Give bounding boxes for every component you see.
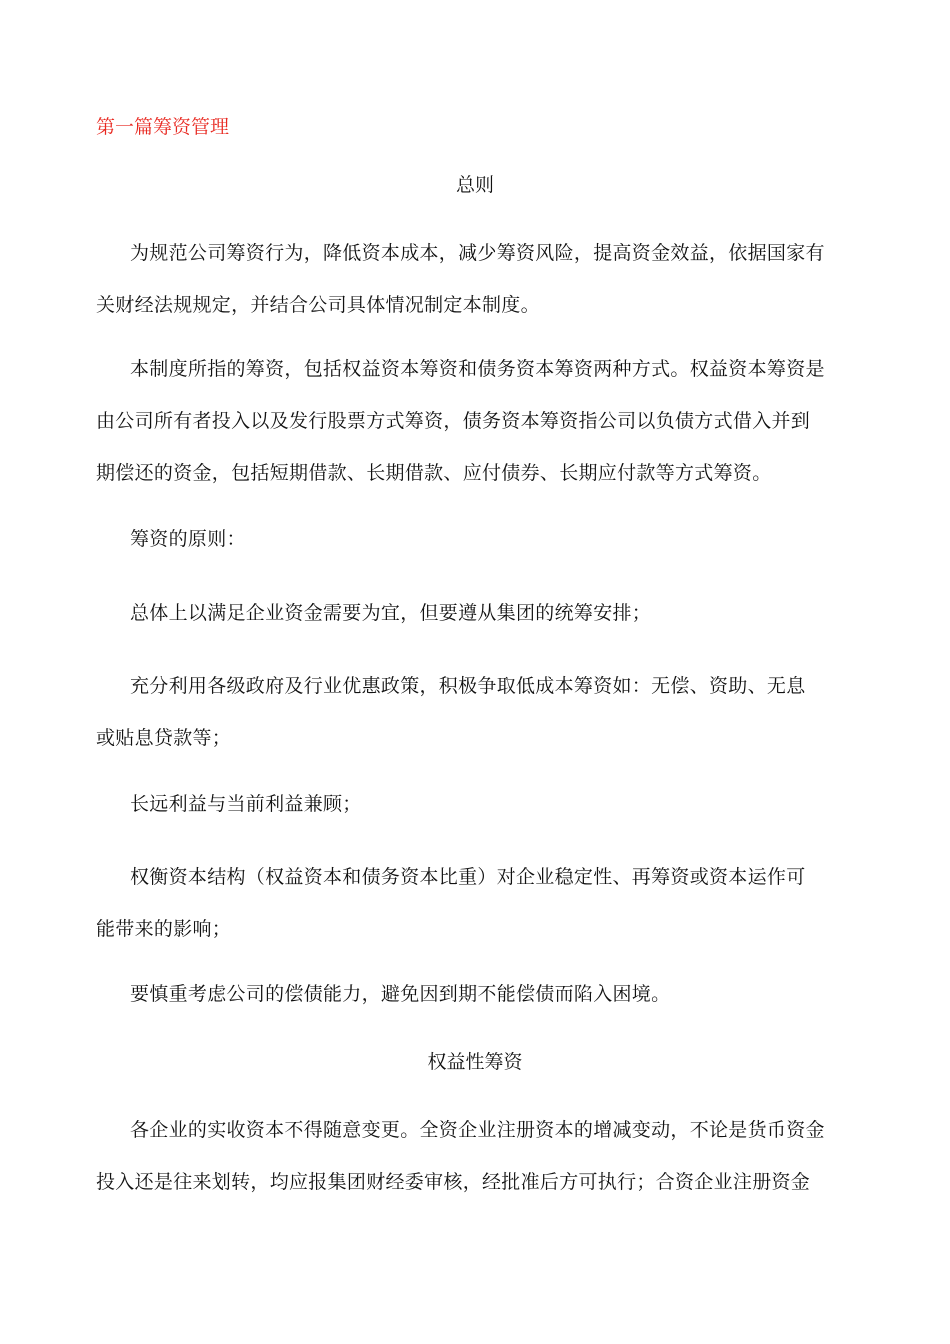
paragraph-line: 本制度所指的筹资，包括权益资本筹资和债务资本筹资两种方式。权益资本筹资是 [130,358,825,380]
paragraph-line: 总体上以满足企业资金需要为宜，但要遵从集团的统筹安排； [130,602,652,624]
part-title: 第一篇筹资管理 [96,116,230,138]
paragraph-line: 关财经法规规定，并结合公司具体情况制定本制度。 [96,294,540,316]
paragraph-principle-2 [96,660,866,764]
paragraph-line: 期偿还的资金，包括短期借款、长期借款、应付债券、长期应付款等方式筹资。 [96,462,772,484]
section-heading-general: 总则 [455,174,494,196]
paragraph-line: 能带来的影响； [96,918,232,940]
paragraph-line: 筹资的原则： [130,528,246,550]
paragraph-line: 要慎重考虑公司的偿债能力，避免因到期不能偿债而陷入困境。 [130,983,671,1005]
paragraph-line: 权衡资本结构（权益资本和债务资本比重）对企业稳定性、再筹资或资本运作可 [130,866,806,888]
paragraph-equity-1 [96,1104,866,1208]
paragraph-line: 各企业的实收资本不得随意变更。全资企业注册资本的增减变动，不论是货币资金 [130,1119,825,1141]
paragraph-principles-intro [96,513,866,565]
paragraph-principle-5 [96,968,866,1020]
paragraph-line: 充分利用各级政府及行业优惠政策，积极争取低成本筹资如：无偿、资助、无息 [130,675,806,697]
paragraph-scope [96,343,866,499]
paragraph-principle-3 [96,778,866,830]
paragraph-line: 或贴息贷款等； [96,727,232,749]
paragraph-line: 投入还是往来划转，均应报集团财经委审核，经批准后方可执行；合资企业注册资金 [96,1171,811,1193]
paragraph-principle-4 [96,851,866,955]
paragraph-line: 由公司所有者投入以及发行股票方式筹资，债务资本筹资指公司以负债方式借入并到 [96,410,811,432]
paragraph-line: 长远利益与当前利益兼顾； [130,793,362,815]
paragraph-principle-1 [96,587,866,639]
paragraph-purpose [96,227,866,331]
section-heading-equity: 权益性筹资 [427,1051,523,1073]
paragraph-line: 为规范公司筹资行为，降低资本成本，减少筹资风险，提高资金效益，依据国家有 [130,242,825,264]
